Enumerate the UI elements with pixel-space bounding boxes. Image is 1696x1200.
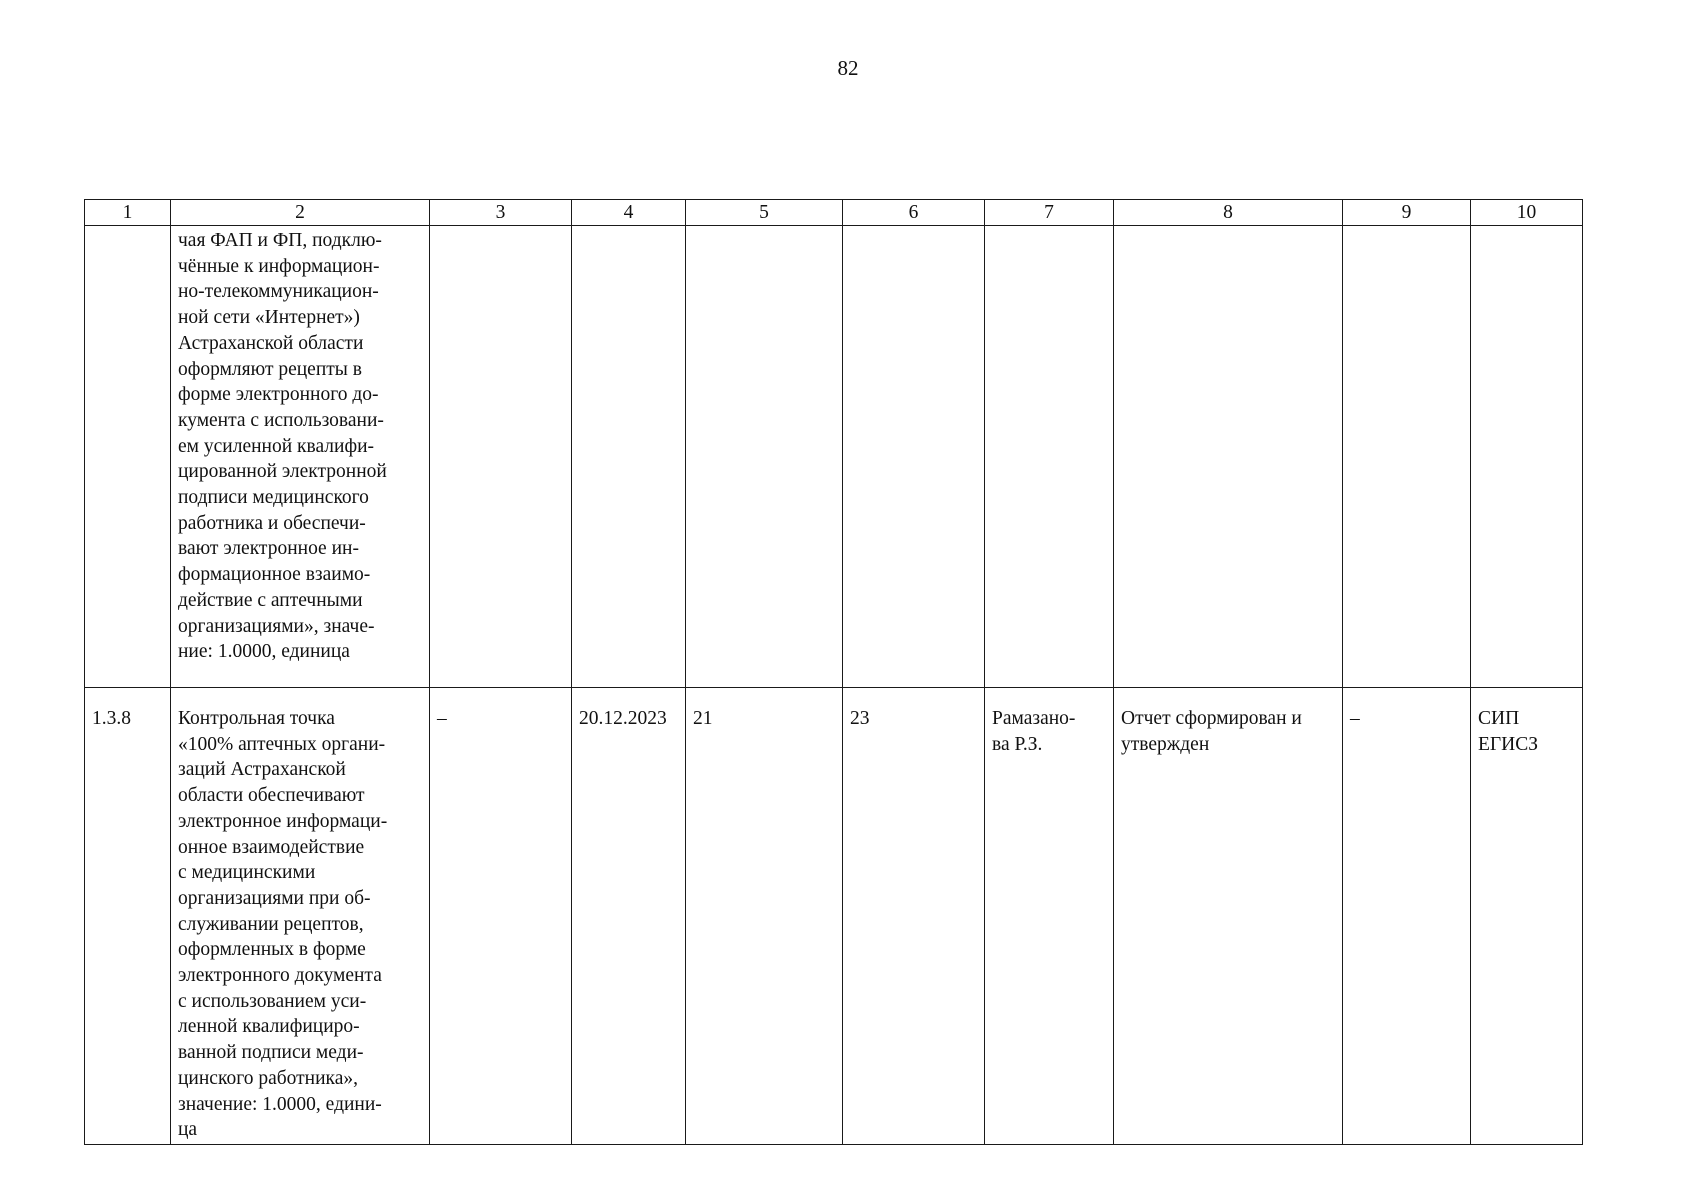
column-header-9: 9 <box>1343 200 1471 226</box>
cell-col6 <box>843 226 985 688</box>
date-cell <box>572 226 686 688</box>
system-cell <box>1471 226 1583 688</box>
column-header-6: 6 <box>843 200 985 226</box>
plan-table <box>84 199 1583 1145</box>
row-number-cell <box>85 226 171 688</box>
column-header-1: 1 <box>85 200 171 226</box>
column-number-row <box>85 200 1583 226</box>
cell-col9: – <box>1343 688 1471 1145</box>
cell-col9 <box>1343 226 1471 688</box>
cell-col5 <box>686 226 843 688</box>
column-header-5: 5 <box>686 200 843 226</box>
column-header-7: 7 <box>985 200 1114 226</box>
description-cell: Контрольная точка «100% аптечных органи- заций Астраханской области обеспечивают электронное информаци- онное взаимодействие с медицинскими организациями при об- служивании рецептов, оформленных в форме электронного документа с использованием уси- ленной квалифициро- ванной подписи меди- цинского работника», значение: 1.0000, едини- ца <box>171 688 430 1145</box>
cell-col6: 23 <box>843 688 985 1145</box>
column-header-4: 4 <box>572 200 686 226</box>
table-row <box>85 226 1583 688</box>
result-cell <box>1114 226 1343 688</box>
row-number-cell: 1.3.8 <box>85 688 171 1145</box>
system-cell: СИП ЕГИСЗ <box>1471 688 1583 1145</box>
cell-col3 <box>430 226 572 688</box>
responsible-cell <box>985 226 1114 688</box>
cell-col3: – <box>430 688 572 1145</box>
date-cell: 20.12.2023 <box>572 688 686 1145</box>
column-header-8: 8 <box>1114 200 1343 226</box>
description-cell: чая ФАП и ФП, подклю- чённые к информацион- но-телекоммуникацион- ной сети «Интернет») Астраханской области оформляют рецепты в форме электронного до- кумента с использовани- ем усиленной квалифи- цированной электронной подписи медицинского работника и обеспечи- вают электронное ин- формационное взаимо- действие с аптечными организациями», значе- ние: 1.0000, единица <box>171 226 430 688</box>
result-cell: Отчет сформирован и утвержден <box>1114 688 1343 1145</box>
table-row <box>85 688 1583 1145</box>
page-number: 82 <box>837 56 859 80</box>
column-header-2: 2 <box>171 200 430 226</box>
responsible-cell: Рамазано- ва Р.З. <box>985 688 1114 1145</box>
column-header-3: 3 <box>430 200 572 226</box>
column-header-10: 10 <box>1471 200 1583 226</box>
cell-col5: 21 <box>686 688 843 1145</box>
